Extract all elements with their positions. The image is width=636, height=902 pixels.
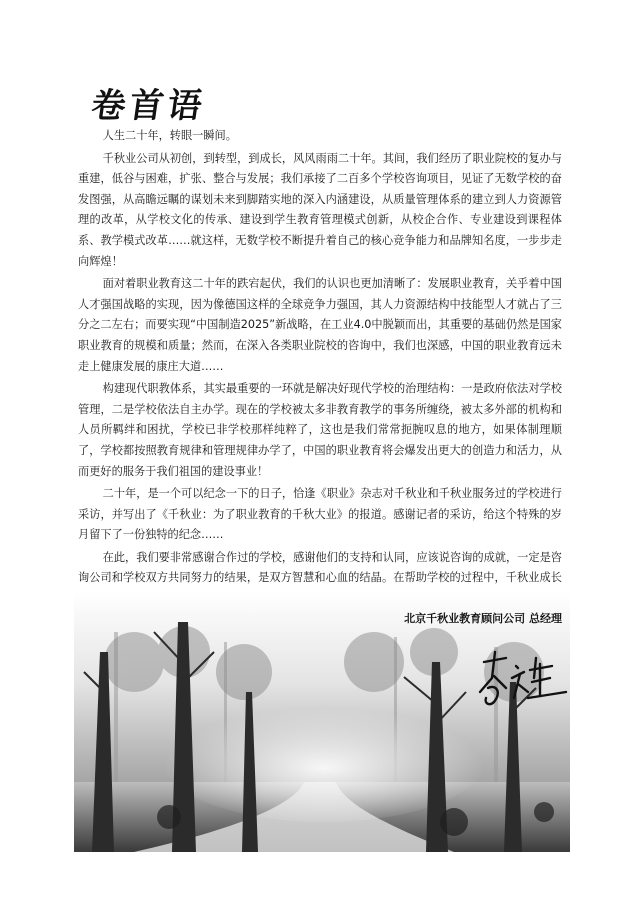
paragraph: 人生二十年，转眼一瞬间。 bbox=[102, 129, 237, 142]
paragraph: 在此，我们要非常感谢合作过的学校，感谢他们的支持和认同，应该说咨询的成就，一定是咨询公司和学校双方共同努力的结果，是双方智慧和心血的结晶。在帮助学校的过程中，千秋业成长 bbox=[78, 550, 562, 585]
paragraph: 千秋业公司从初创，到转型，到成长，风风雨雨二十年。其间，我们经历了职业院校的复办与重建，低谷与困难，扩张、整合与发展；我们承接了二百多个学校咨询项目，见证了无数学校的奋发图强，从高瞻远瞩的谋划未来到脚踏实地的深入内涵建设，从质量管理体系的建立到人力资源管理的改革，从学校文化的传承、建设到学生教育管理模式创新，从校企合作、专业建设到课程体系、教学模式改革……就这样，无数学校不断提升着自己的核心竞争能力和品牌知名度，一步步走向辉煌！ bbox=[78, 151, 562, 268]
company-signoff: 北京千秋业教育顾问公司 总经理 bbox=[404, 612, 562, 625]
page-title: 卷首语 bbox=[88, 86, 209, 126]
paragraph: 面对着职业教育这二十年的跌宕起伏，我们的认识也更加清晰了：发展职业教育，关乎着中国人才强国战略的实现，因为像德国这样的全球竞争力强国，其人力资源结构中技能型人才就占了三分之二左右；而要实现“中国制造2025”新战略，在工业4.0中脱颖而出，其重要的基础仍然是国家职业教育的规模和质量；然而，在深入各类职业院校的咨询中，我们也深感，中国的职业教育远未走上健康发展的康庄大道…… bbox=[78, 277, 562, 373]
body-text bbox=[78, 126, 562, 655]
forest-path-illustration bbox=[74, 592, 570, 852]
paragraph: 二十年，是一个可以纪念一下的日子，恰逢《职业》杂志对千秋业和千秋业服务过的学校进行采访，并写出了《千秋业：为了职业教育的千秋大业》的报道。感谢记者的采访，给这个特殊的岁月留下了一份独特的纪念…… bbox=[78, 487, 562, 542]
handwritten-signature bbox=[472, 648, 572, 710]
paragraph: 构建现代职教体系，其实最重要的一环就是解决好现代学校的治理结构：一是政府依法对学校管理，二是学校依法自主办学。现在的学校被太多非教育教学的事务所缠绕，被太多外部的机构和人员所羁绊和困扰，学校已非学校那样纯粹了，这也是我们常常扼腕叹息的地方，如果体制理顺了，学校都按照教育规律和管理规律办学了，中国的职业教育将会爆发出更大的创造力和活力，从而更好的服务于我们祖国的建设事业！ bbox=[78, 382, 562, 478]
